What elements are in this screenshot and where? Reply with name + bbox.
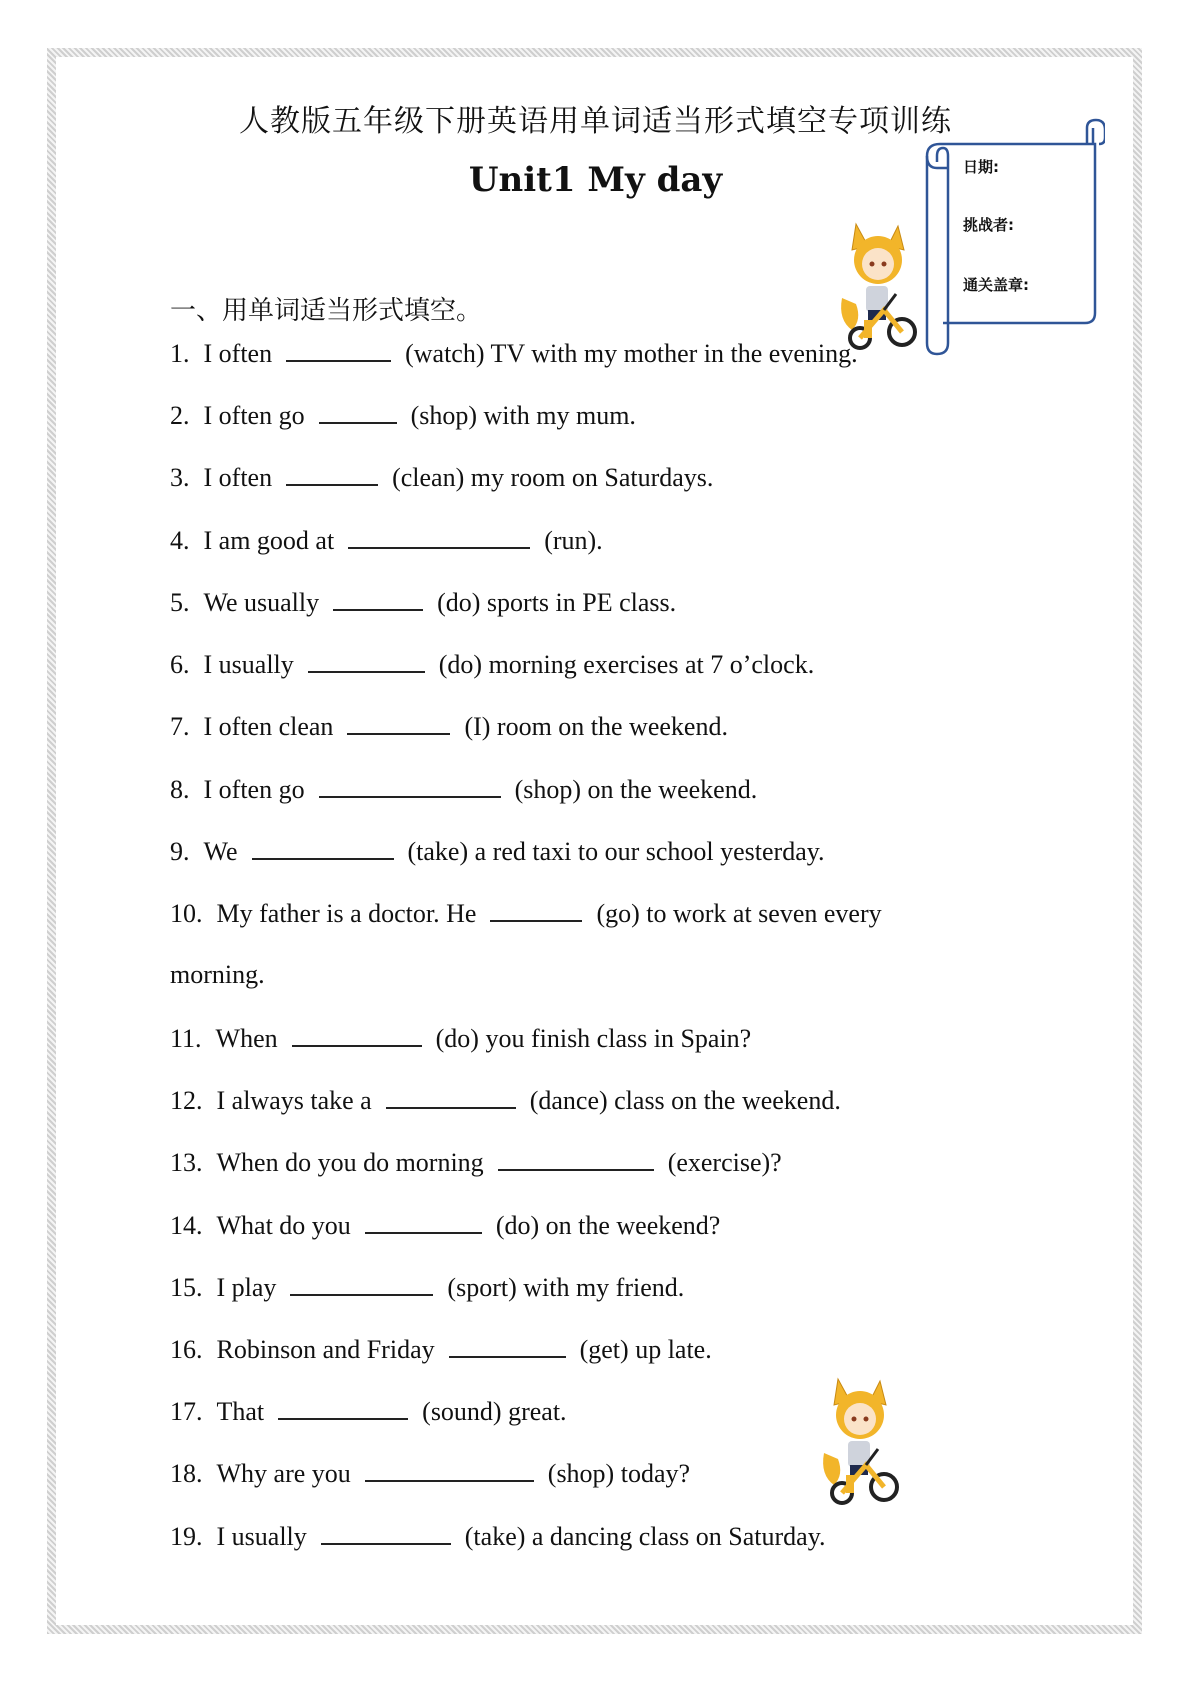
question-number: 7. [170, 712, 190, 741]
question-text-after: (take) a dancing class on Saturday. [464, 1522, 826, 1551]
question-text-before: Why are you [216, 1459, 351, 1488]
document-title: 人教版五年级下册英语用单词适当形式填空专项训练 [239, 104, 952, 139]
question-text-before: I often clean [203, 712, 334, 741]
answer-blank[interactable] [286, 336, 391, 362]
scroll-card [905, 118, 1105, 358]
question-item [170, 336, 858, 370]
question-text-before: I often [203, 339, 273, 368]
question-item [170, 772, 757, 806]
answer-blank[interactable] [498, 1145, 654, 1171]
question-item [170, 585, 676, 619]
question-item [170, 1021, 751, 1055]
question-number: 13. [170, 1148, 203, 1177]
question-continuation: morning. [170, 960, 265, 989]
question-text-after: (dance) class on the weekend. [529, 1086, 841, 1115]
question-text-before: When [215, 1024, 278, 1053]
question-text-before: When do you do morning [216, 1148, 484, 1177]
question-text-before: I always take a [216, 1086, 372, 1115]
question-text-after: (clean) my room on Saturdays. [392, 463, 714, 492]
answer-blank[interactable] [292, 1021, 422, 1047]
stamp-label: 通关盖章: [963, 276, 1029, 294]
question-number: 10. [170, 899, 203, 928]
question-text-before: We [203, 837, 238, 866]
question-text-before: My father is a doctor. He [216, 899, 477, 928]
question-item [170, 1519, 826, 1553]
answer-blank[interactable] [386, 1083, 516, 1109]
answer-blank[interactable] [319, 772, 501, 798]
question-text-before: I often [203, 463, 273, 492]
answer-blank[interactable] [490, 896, 582, 922]
unit-title: Unit1 My day [468, 160, 723, 200]
question-number: 2. [170, 401, 190, 430]
question-item [170, 398, 636, 432]
question-item [170, 1083, 841, 1117]
question-number: 5. [170, 588, 190, 617]
question-item [170, 1394, 567, 1428]
date-label: 日期: [963, 158, 999, 176]
question-text-before: I often go [203, 775, 305, 804]
question-number: 14. [170, 1211, 203, 1240]
question-number: 6. [170, 650, 190, 679]
question-text-after: (I) room on the weekend. [464, 712, 728, 741]
answer-blank[interactable] [308, 647, 425, 673]
question-text-before: What do you [216, 1211, 351, 1240]
question-text-after: (exercise)? [667, 1148, 782, 1177]
question-text-after: (shop) today? [547, 1459, 691, 1488]
question-text-before: That [216, 1397, 265, 1426]
question-text-before: Robinson and Friday [216, 1335, 435, 1364]
answer-blank[interactable] [449, 1332, 566, 1358]
question-text-after: (shop) with my mum. [410, 401, 636, 430]
section-heading: 一、用单词适当形式填空。 [170, 296, 483, 326]
question-text-after: (go) to work at seven every [596, 899, 882, 928]
question-item [170, 1270, 684, 1304]
fox-mascot-icon [820, 1375, 902, 1515]
question-text-after: (sport) with my friend. [447, 1273, 685, 1302]
question-number: 8. [170, 775, 190, 804]
fox-mascot-bottom [820, 1375, 902, 1520]
question-item [170, 834, 825, 868]
question-number: 1. [170, 339, 190, 368]
question-text-before: We usually [203, 588, 320, 617]
question-number: 11. [170, 1024, 202, 1053]
question-text-after: (do) sports in PE class. [437, 588, 677, 617]
question-item [170, 1208, 720, 1242]
question-number: 12. [170, 1086, 203, 1115]
question-item [170, 896, 882, 930]
question-item [170, 647, 814, 681]
question-text-after: (do) you finish class in Spain? [435, 1024, 752, 1053]
answer-blank[interactable] [321, 1519, 451, 1545]
question-number: 19. [170, 1522, 203, 1551]
question-text-after: (do) morning exercises at 7 o’clock. [438, 650, 815, 679]
challenger-label: 挑战者: [963, 216, 1014, 234]
question-number: 17. [170, 1397, 203, 1426]
question-text-before: I play [216, 1273, 277, 1302]
question-number: 3. [170, 463, 190, 492]
answer-blank[interactable] [347, 709, 450, 735]
question-item [170, 523, 603, 557]
question-text-after: (shop) on the weekend. [514, 775, 758, 804]
question-number: 15. [170, 1273, 203, 1302]
question-item [170, 1145, 782, 1179]
question-number: 4. [170, 526, 190, 555]
question-number: 18. [170, 1459, 203, 1488]
answer-blank[interactable] [290, 1270, 433, 1296]
question-text-after: (sound) great. [422, 1397, 567, 1426]
question-item [170, 1332, 712, 1366]
question-number: 9. [170, 837, 190, 866]
question-text-before: I am good at [203, 526, 335, 555]
question-text-before: I usually [203, 650, 294, 679]
question-item [170, 709, 728, 743]
question-text-after: (get) up late. [579, 1335, 712, 1364]
answer-blank[interactable] [286, 460, 378, 486]
question-item [170, 460, 713, 494]
answer-blank[interactable] [365, 1456, 534, 1482]
question-text-before: I often go [203, 401, 305, 430]
question-item [170, 1456, 690, 1490]
answer-blank[interactable] [278, 1394, 408, 1420]
scroll-icon [905, 118, 1105, 358]
question-text-after: (do) on the weekend? [495, 1211, 721, 1240]
question-text-before: I usually [216, 1522, 307, 1551]
answer-blank[interactable] [333, 585, 423, 611]
question-number: 16. [170, 1335, 203, 1364]
question-text-after: (take) a red taxi to our school yesterday. [407, 837, 825, 866]
answer-blank[interactable] [348, 523, 530, 549]
question-text-after: (watch) TV with my mother in the evening. [405, 339, 858, 368]
answer-blank[interactable] [252, 834, 394, 860]
answer-blank[interactable] [365, 1208, 482, 1234]
question-text-after: (run). [544, 526, 603, 555]
answer-blank[interactable] [319, 398, 397, 424]
